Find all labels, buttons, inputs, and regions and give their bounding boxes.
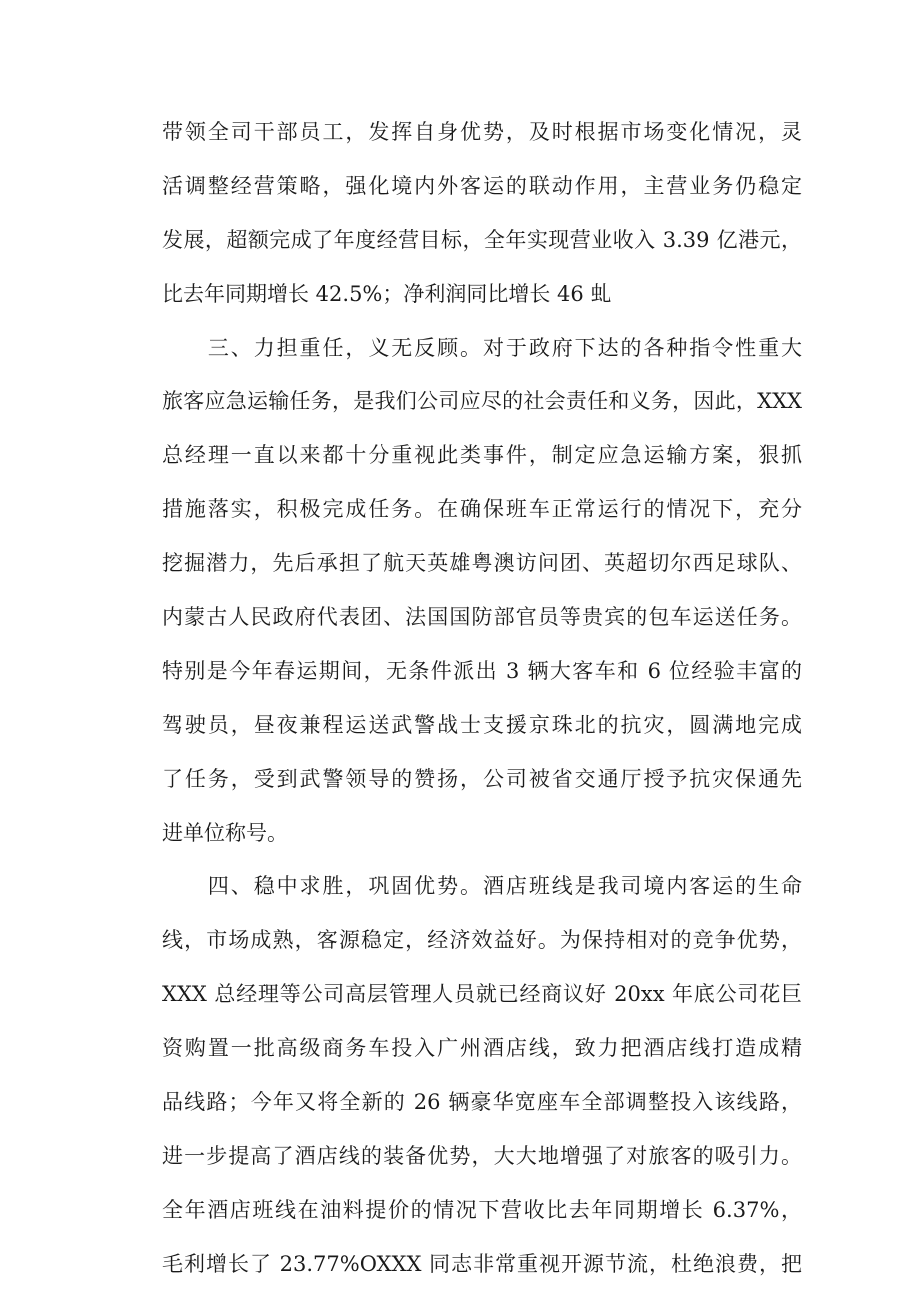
text-line: 总经理一直以来都十分重视此类事件，制定应急运输方案，狠抓 xyxy=(162,443,802,468)
text-line: 线，市场成熟，客源稳定，经济效益好。为保持相对的竞争优势， xyxy=(162,928,802,953)
text-line: 全年酒店班线在油料提价的情况下营收比去年同期增长 6.37%， xyxy=(162,1197,802,1222)
text-line: 旅客应急运输任务，是我们公司应尽的社会责任和义务，因此，XXX xyxy=(162,389,802,414)
text-line: 驾驶员，昼夜兼程运送武警战士支援京珠北的抗灾，圆满地完成 xyxy=(162,712,802,737)
text-line: XXX 总经理等公司高层管理人员就已经商议好 20xx 年底公司花巨 xyxy=(162,982,802,1007)
text-line: 措施落实，积极完成任务。在确保班车正常运行的情况下，充分 xyxy=(162,497,802,522)
text-line: 内蒙古人民政府代表团、法国国防部官员等贵宾的包车运送任务。 xyxy=(162,605,802,630)
text-line: 三、力担重任，义无反顾。对于政府下达的各种指令性重大 xyxy=(162,335,802,360)
text-line: 比去年同期增长 42.5%；净利润同比增长 46 虬 xyxy=(162,281,612,306)
text-line: 活调整经营策略，强化境内外客运的联动作用，主营业务仍稳定 xyxy=(162,173,802,198)
text-line: 了任务，受到武警领导的赞扬，公司被省交通厅授予抗灾保通先 xyxy=(162,766,802,791)
text-line: 发展，超额完成了年度经营目标，全年实现营业收入 3.39 亿港元， xyxy=(162,227,802,252)
text-line: 特别是今年春运期间，无条件派出 3 辆大客车和 6 位经验丰富的 xyxy=(162,658,802,683)
text-line: 挖掘潜力，先后承担了航天英雄粤澳访问团、英超切尔西足球队、 xyxy=(162,551,802,576)
document-body xyxy=(162,112,802,1298)
text-line: 品线路；今年又将全新的 26 辆豪华宽座车全部调整投入该线路， xyxy=(162,1090,802,1115)
text-line: 毛利增长了 23.77%OXXX 同志非常重视开源节流，杜绝浪费，把 xyxy=(162,1251,802,1276)
text-line: 进单位称号。 xyxy=(162,820,288,845)
text-line: 资购置一批高级商务车投入广州酒店线，致力把酒店线打造成精 xyxy=(162,1036,802,1061)
text-line: 带领全司干部员工，发挥自身优势，及时根据市场变化情况，灵 xyxy=(162,120,802,144)
text-line: 四、稳中求胜，巩固优势。酒店班线是我司境内客运的生命 xyxy=(162,874,802,899)
text-line: 进一步提高了酒店线的装备优势，大大地增强了对旅客的吸引力。 xyxy=(162,1143,802,1168)
